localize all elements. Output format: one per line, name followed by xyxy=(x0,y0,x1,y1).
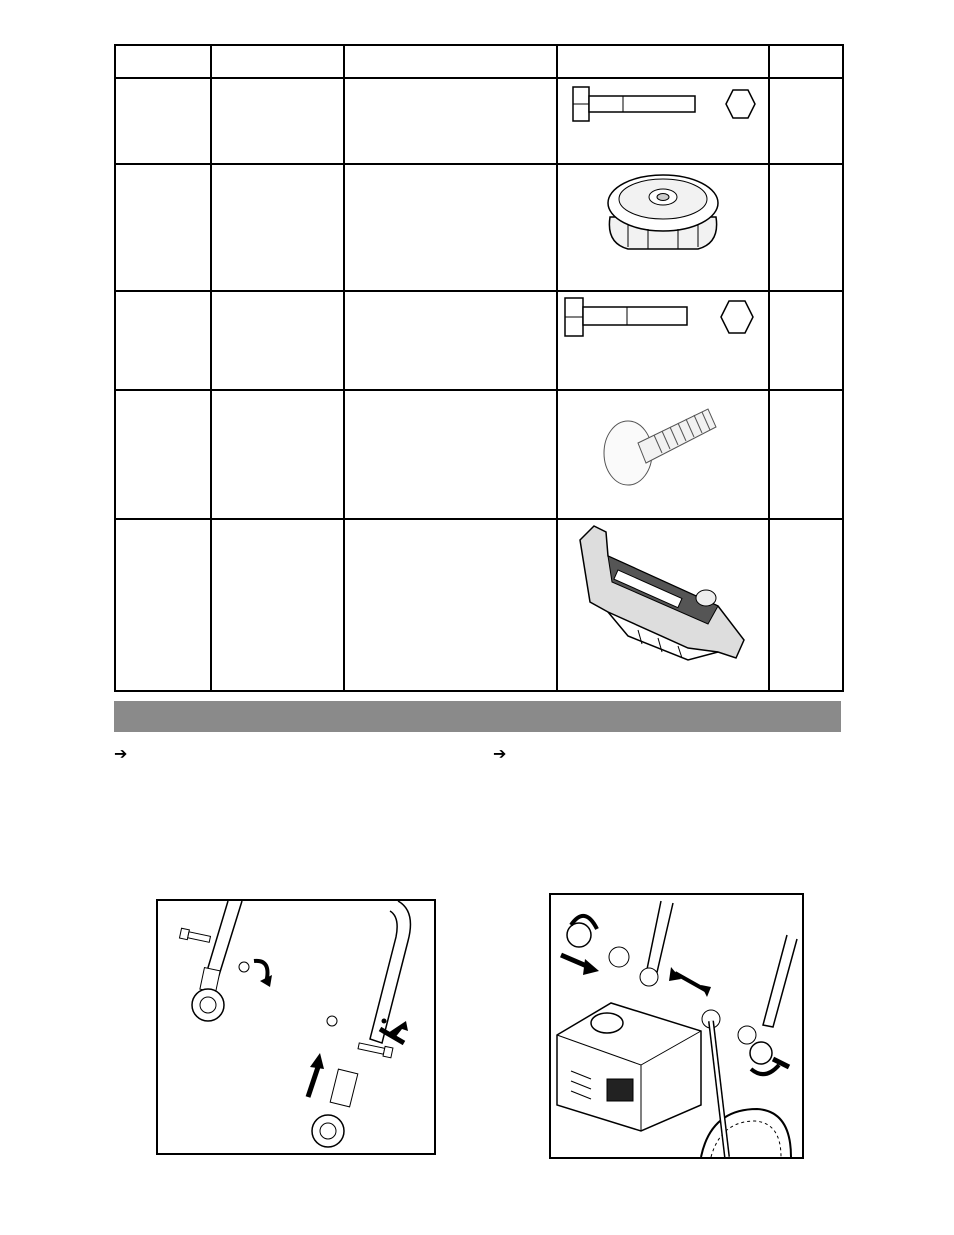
header-cell xyxy=(115,45,211,78)
table-cell xyxy=(344,390,557,519)
carriage-bolt-icon xyxy=(598,391,728,491)
step-arrow-icon: ➔ xyxy=(114,746,128,763)
table-cell xyxy=(115,390,211,519)
handle-assembly-figure xyxy=(156,899,436,1155)
header-cell xyxy=(211,45,344,78)
table-cell xyxy=(115,78,211,164)
table-row xyxy=(115,390,843,519)
table-row xyxy=(115,78,843,164)
step-arrow-icon: ➔ xyxy=(493,746,507,763)
part-image-cell xyxy=(557,291,769,390)
handle-mount-on-engine-diagram xyxy=(551,895,802,1157)
table-cell xyxy=(769,291,843,390)
part-image-cell xyxy=(557,164,769,290)
table-cell xyxy=(211,519,344,691)
table-cell xyxy=(344,519,557,691)
table-cell xyxy=(211,78,344,164)
table-cell xyxy=(211,390,344,519)
parts-table xyxy=(114,44,844,692)
header-cell xyxy=(557,45,769,78)
part-image-cell xyxy=(557,519,769,691)
table-cell xyxy=(344,291,557,390)
table-header-row xyxy=(115,45,843,78)
part-image-cell xyxy=(557,390,769,519)
table-row xyxy=(115,164,843,290)
table-row xyxy=(115,519,843,691)
table-cell xyxy=(115,291,211,390)
table-cell xyxy=(769,390,843,519)
table-cell xyxy=(211,291,344,390)
table-cell xyxy=(769,519,843,691)
header-cell xyxy=(769,45,843,78)
table-cell xyxy=(115,164,211,290)
table-cell xyxy=(344,78,557,164)
handle-mount-figure xyxy=(549,893,804,1159)
hose-holder-bracket-icon xyxy=(568,520,758,670)
table-cell xyxy=(769,164,843,290)
header-cell xyxy=(344,45,557,78)
hex-bolt-and-nut-icon xyxy=(563,79,763,129)
table-cell xyxy=(115,519,211,691)
handle-assembly-diagram xyxy=(158,901,434,1153)
table-cell xyxy=(211,164,344,290)
hex-bolt-and-nut-icon xyxy=(561,292,765,342)
part-image-cell xyxy=(557,78,769,164)
section-header-bar xyxy=(114,701,841,732)
table-row xyxy=(115,291,843,390)
table-cell xyxy=(769,78,843,164)
handle-knob-icon xyxy=(598,165,728,261)
table-cell xyxy=(344,164,557,290)
